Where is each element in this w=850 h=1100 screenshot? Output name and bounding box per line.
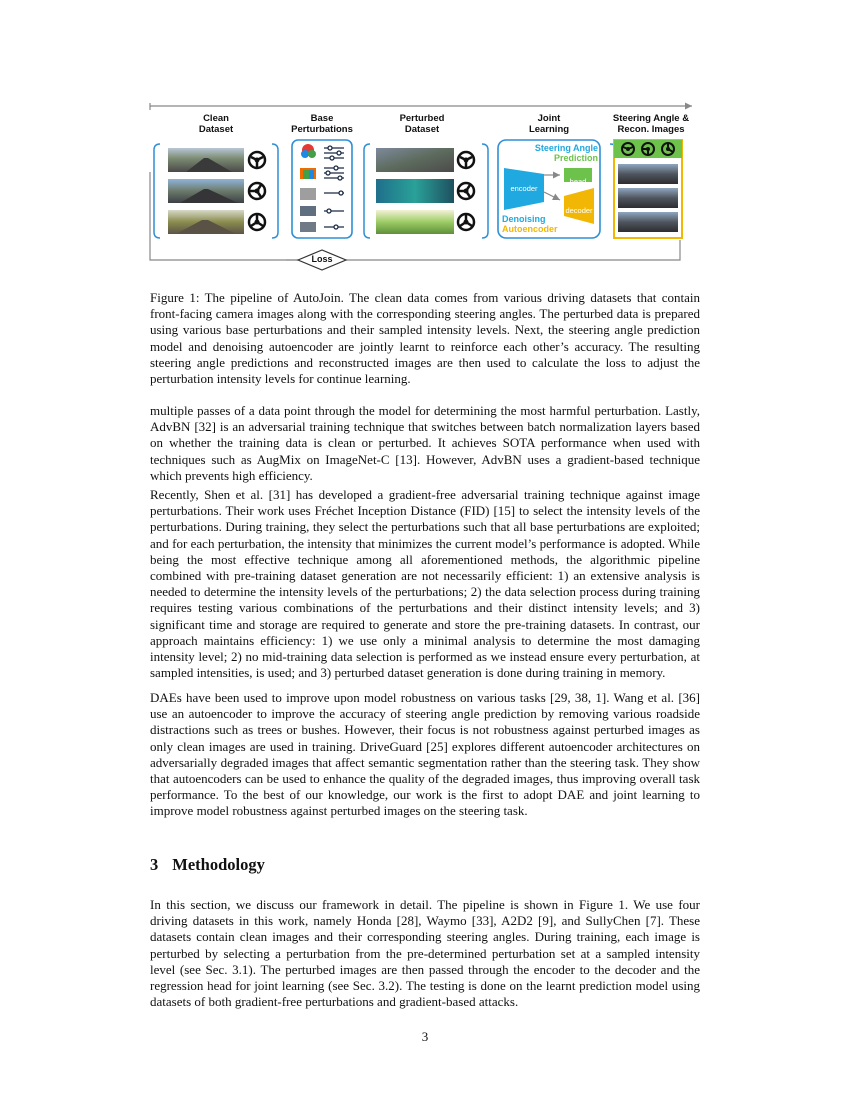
recon-image-2 — [618, 188, 678, 208]
header-perturbed-dataset: Perturbed Dataset — [399, 113, 445, 135]
figure-caption: Figure 1: The pipeline of AutoJoin. The clean data comes from various driving datasets that contain front-facing camera images along with the corresponding steering angles. The perturbed data is prepared using various base perturbations and their sampled intensity levels. Next, the steering angle prediction model and denoising autoencoder are jointly learnt to reinforce each other’s accuracy. The resulting steering angle predictions and reconstructed images are then used to calculate the loss to adjust the perturbation intensity levels for continue learning. — [150, 290, 700, 387]
recon-image-1 — [618, 164, 678, 184]
loss-return-line — [346, 240, 680, 260]
header-joint-learning: Joint Learning — [528, 113, 570, 135]
steering-wheel-icon — [458, 152, 474, 168]
steering-wheel-icon — [458, 214, 474, 230]
steering-wheel-icon — [249, 214, 265, 230]
steering-prediction-label: Steering Angle Prediction — [534, 143, 598, 163]
paragraph-1: multiple passes of a data point through the model for determining the most harmful perturbation. Lastly, AdvBN [32] is an adversarial training technique that switches between batch normalization layers based on whether the training data is clean or perturbed. It achieves SOTA performance when used with techniques such as AugMix on ImageNet-C [13]. However, AdvBN uses a gradient-based technique which prevents high efficiency. — [150, 403, 700, 483]
steering-wheel-icon — [458, 183, 474, 199]
steering-wheel-icon — [249, 152, 265, 168]
loss-label: Loss — [311, 254, 333, 264]
encoder-label: encoder — [510, 184, 538, 193]
decoder-label: decoder — [565, 206, 593, 215]
header-steering-angle: Steering Angle & Recon. Images — [612, 113, 690, 135]
figure-1-pipeline — [146, 100, 702, 274]
head-label: head — [569, 177, 587, 186]
paragraph-3: DAEs have been used to improve upon model robustness on various tasks [29, 38, 1]. Wang et al. [36] use an autoencoder to improve the accuracy of steering angle prediction by removing various roadside distractions such as trees or bushes. However, their focus is not robustness against perturbed images as only clean images are used in training. DriveGuard [25] explores different autoencoder architectures on adversarially degraded images that affect semantic segmentation rather than the steering task. They show that autoencoders can be used to enhance the quality of the degraded images, thus improving overall task performance. To the best of our knowledge, our work is the first to adopt DAE and joint learning to improve model robustness against perturbed images on the steering task. — [150, 690, 700, 819]
blur-icon — [300, 206, 316, 216]
denoising-autoencoder-label: Denoising Autoencoder — [502, 214, 558, 234]
header-clean-dataset: Clean Dataset — [198, 113, 234, 135]
perturbed-image-2 — [376, 179, 454, 203]
page-number: 3 — [421, 1029, 429, 1044]
section-heading — [150, 855, 265, 875]
section-paragraph: In this section, we discuss our framework in detail. The pipeline is shown in Figure 1. We use four driving datasets in this work, namely Honda [28], Waymo [33], A2D2 [9], and SullyChen [7]. These datasets contain clean images and their corresponding steering angles. During training, each image is perturbed by selecting a perturbation from the pre-determined perturbation set at a sampled intensity level (see Sec. 3.1). The perturbed images are then passed through the encoder to the decoder and the regression head for joint learning (see Sec. 3.2). The testing is done on the learnt prediction model using datasets of both gradient-free perturbations and gradient-based attacks. — [150, 897, 700, 1010]
noise-icon — [300, 188, 316, 200]
paragraph-2: Recently, Shen et al. [31] has developed a gradient-free adversarial training technique against image perturbations. Their work uses Fréchet Inception Distance (FID) [15] to select the intensity levels of the perturbations. During training, they select the perturbations such that all base perturbations are exploited; and for each perturbation, the intensity that minimizes the current model’s performance is adopted. While being the most effective technique among all aforementioned methods, the algorithmic pipeline combined with pre-training dataset generation are not necessarily efficient: 1) an extensive analysis is needed to determine the intensity levels of the perturbations; 2) the data selection process during training requires testing various combinations of the perturbations and their distinct intensity levels; and 3) significant time and storage are required to generate and store the pre-training datasets. In contrast, our approach maintains efficiency: 1) we use only a minimal analysis to determine the most damaging intensity level; 2) no mid-training data selection is performed as we instead ensure every perturbation, at sampled intensities, is used; and 3) perturbed dataset generation is done during training in memory. — [150, 487, 700, 681]
recon-image-3 — [618, 212, 678, 232]
header-base-perturbations: Base Perturbations — [291, 113, 353, 135]
perturbed-image-1 — [376, 148, 454, 172]
section-number: 3 — [150, 855, 159, 874]
perturbed-image-3 — [376, 210, 454, 234]
section-title: Methodology — [172, 855, 265, 874]
steering-wheel-icon — [249, 183, 265, 199]
